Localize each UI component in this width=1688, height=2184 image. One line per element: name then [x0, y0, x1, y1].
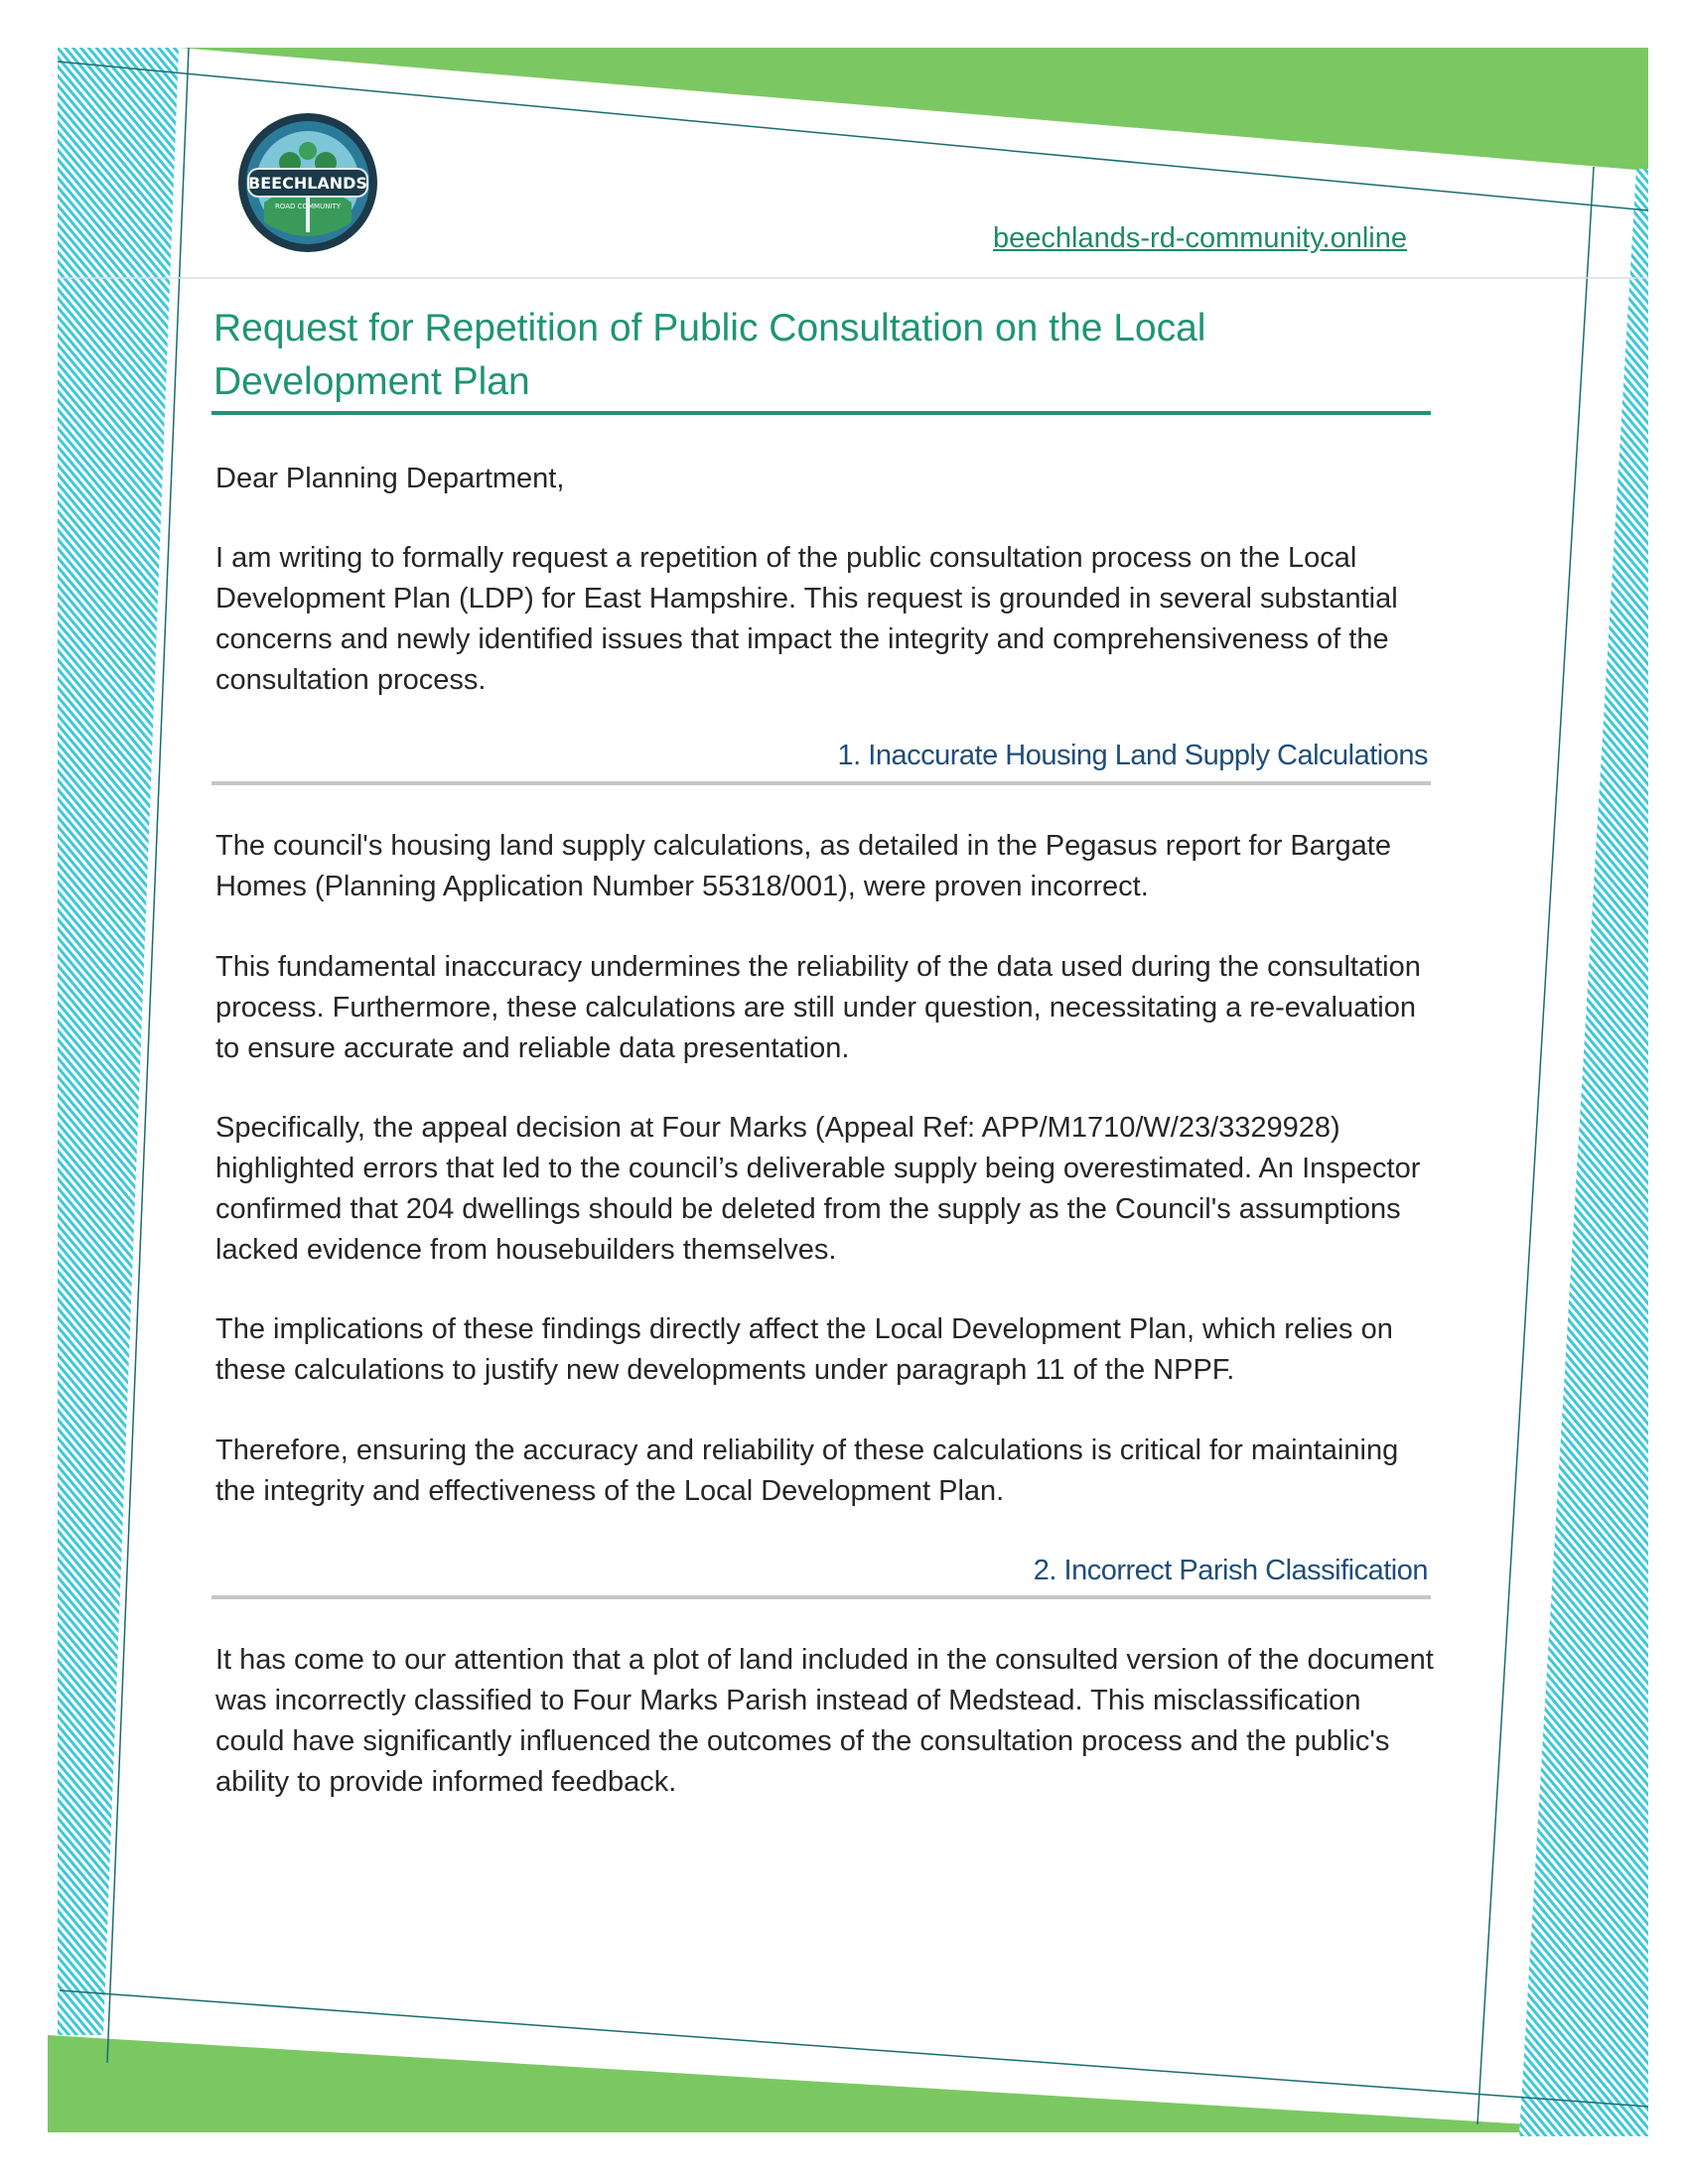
section-heading: 1. Inaccurate Housing Land Supply Calculations	[837, 740, 1428, 771]
paragraph: This fundamental inaccuracy undermines the reliability of the data used during the consultation process. Furthermore, these calculations are still under question, necessitating a re-evaluation to ensure accurate and reliable data presentation.	[215, 951, 1421, 1064]
left-hatch-strip	[58, 48, 179, 2035]
paragraph: The council's housing land supply calculations, as detailed in the Pegasus report for Bargate Homes (Planning Application Number 55318/001), were proven incorrect.	[215, 830, 1391, 902]
paragraph: Therefore, ensuring the accuracy and reliability of these calculations is critical for maintaining the integrity and effectiveness of the Local Development Plan.	[215, 1434, 1399, 1507]
top-green-band	[179, 48, 1648, 171]
salutation: Dear Planning Department,	[215, 463, 565, 494]
title-underline	[211, 411, 1431, 415]
svg-text:BEECHLANDS: BEECHLANDS	[248, 174, 367, 193]
section-heading: 2. Incorrect Parish Classification	[1033, 1555, 1428, 1586]
community-logo	[236, 111, 379, 254]
document-title: Request for Repetition of Public Consultation on the Local Development Plan	[213, 307, 1206, 403]
paragraph: The implications of these findings directly affect the Local Development Plan, which relies on these calculations to justify new developments under paragraph 11 of the NPPF.	[215, 1313, 1393, 1386]
section-rule	[211, 781, 1431, 785]
right-hatch-strip	[1519, 169, 1648, 2136]
intro-paragraph: I am writing to formally request a repetition of the public consultation process on the Local Development Plan (LDP) for East Hampshire. This request is grounded in several substantial concerns and newly identified issues that impact the integrity and comprehensiveness of the consultation process.	[215, 542, 1398, 696]
section-rule	[211, 1595, 1431, 1599]
bottom-green-band	[48, 2035, 1529, 2132]
website-link[interactable]: beechlands-rd-community.online	[993, 222, 1407, 254]
paragraph: It has come to our attention that a plot of land included in the consulted version of the document was incorrectly classified to Four Marks Parish instead of Medstead. This misclassification could have significantly influenced the outcomes of the consultation process and the public's ability to provide informed feedback.	[215, 1644, 1434, 1798]
svg-text:ROAD COMMUNITY: ROAD COMMUNITY	[274, 203, 342, 210]
paragraph: Specifically, the appeal decision at Four Marks (Appeal Ref: APP/M1710/W/23/3329928) highlighted errors that led to the council’s deliverable supply being overestimated. An Inspector confirmed that 204 dwellings should be deleted from the supply as the Council's assumptions lacked evidence from housebuilders themselves.	[215, 1112, 1421, 1266]
